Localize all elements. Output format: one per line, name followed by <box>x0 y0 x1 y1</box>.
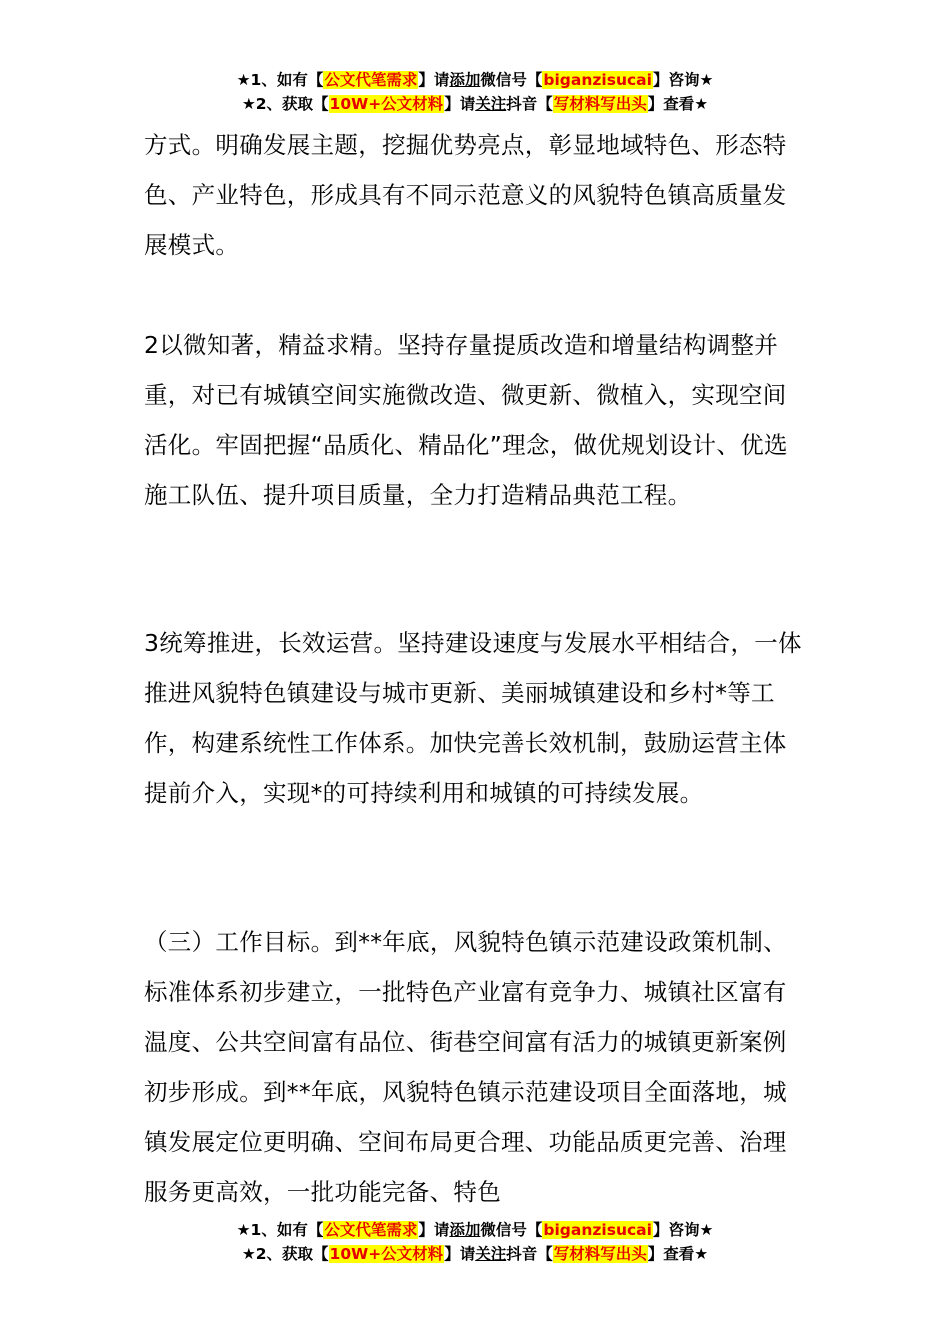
header-promo-banner <box>0 68 950 116</box>
promo-highlight: 公文代笔需求 <box>324 1221 418 1239</box>
wechat-id-highlight: biganzisucai <box>543 71 652 89</box>
promo-line-2: ★2、获取【10W+公文材料】请关注抖音【写材料写出头】查看★ <box>241 95 709 113</box>
promo-highlight: 10W+公文材料 <box>329 1245 444 1263</box>
paragraph-3: 3统筹推进，长效运营。坚持建设速度与发展水平相结合，一体推进风貌特色镇建设与城市更新、美丽城镇建设和乡村*等工作，构建系统性工作体系。加快完善长效机制，鼓励运营主体提前介入，实现*的可持续利用和城镇的可持续发展。 <box>144 629 802 807</box>
promo-highlight: 10W+公文材料 <box>329 95 444 113</box>
douyin-id-highlight: 写材料写出头 <box>553 1245 647 1263</box>
paragraph-1: 方式。明确发展主题，挖掘优势亮点，彰显地域特色、形态特色、产业特色，形成具有不同示范意义的风貌特色镇高质量发展模式。 <box>144 131 787 259</box>
paragraph-4: （三）工作目标。到**年底，风貌特色镇示范建设政策机制、标准体系初步建立，一批特色产业富有竞争力、城镇社区富有温度、公共空间富有品位、街巷空间富有活力的城镇更新案例初步形成。到**年底，风貌特色镇示范建设项目全面落地，城镇发展定位更明确、空间布局更合理、功能品质更完善、治理服务更高效，一批功能完备、特色 <box>144 928 787 1206</box>
paragraph-2: 2以微知著，精益求精。坚持存量提质改造和增量结构调整并重，对已有城镇空间实施微改造、微更新、微植入，实现空间活化。牢固把握“品质化、精品化”理念，做优规划设计、优选施工队伍、提升项目质量，全力打造精品典范工程。 <box>144 331 788 509</box>
footer-promo-banner <box>0 1218 950 1266</box>
promo-line-1: ★1、如有【公文代笔需求】请添加微信号【biganzisucai】咨询★ <box>236 1221 714 1239</box>
douyin-id-highlight: 写材料写出头 <box>553 95 647 113</box>
promo-line-1: ★1、如有【公文代笔需求】请添加微信号【biganzisucai】咨询★ <box>236 71 714 89</box>
promo-highlight: 公文代笔需求 <box>324 71 418 89</box>
wechat-id-highlight: biganzisucai <box>543 1221 652 1239</box>
promo-line-2: ★2、获取【10W+公文材料】请关注抖音【写材料写出头】查看★ <box>241 1245 709 1263</box>
